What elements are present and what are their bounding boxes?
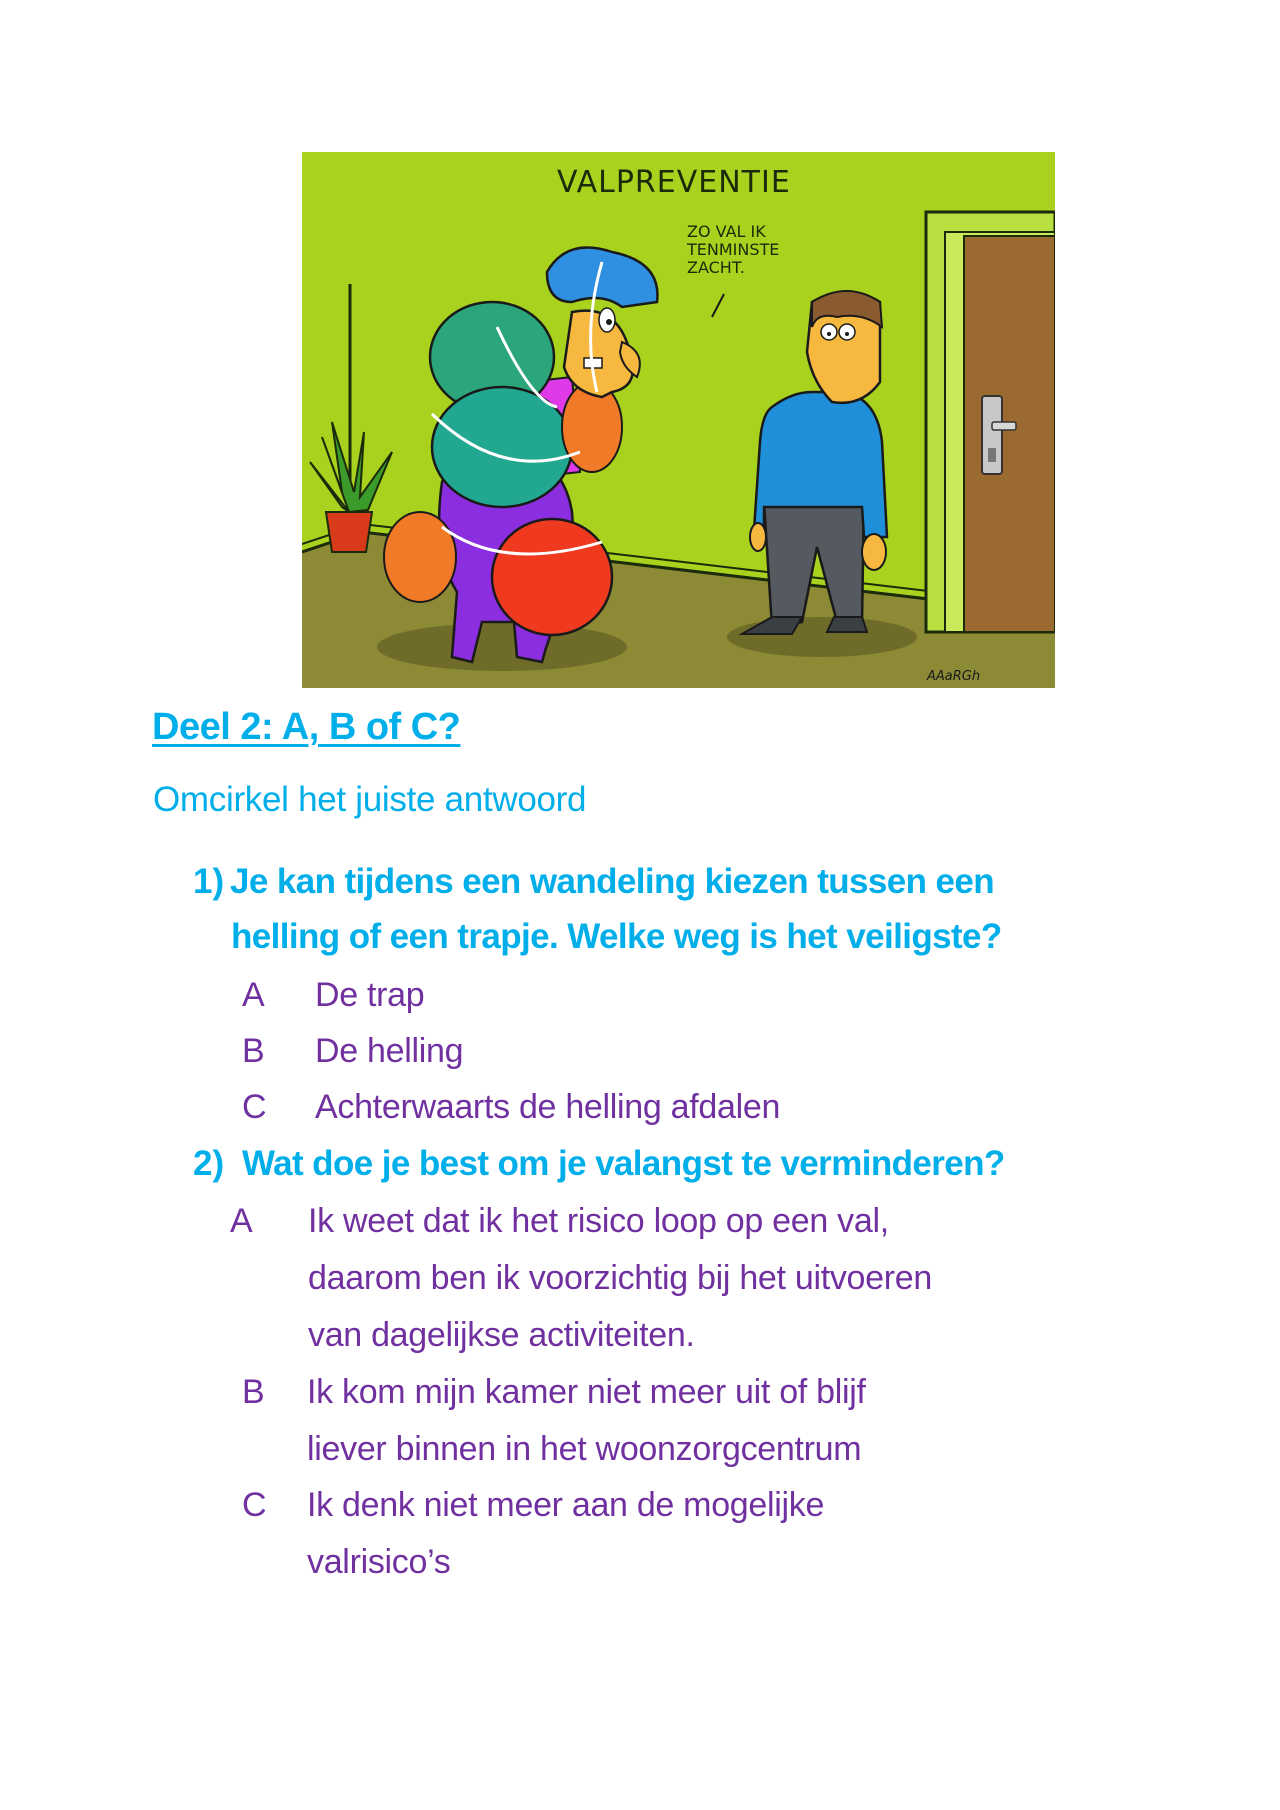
option-letter: C <box>242 1486 267 1524</box>
section-heading: Deel 2: A, B of C? <box>152 706 461 748</box>
instruction-text: Omcirkel het juiste antwoord <box>153 780 587 819</box>
option-text: Achterwaarts de helling afdalen <box>315 1088 781 1126</box>
option-text: van dagelijkse activiteiten. <box>308 1316 695 1354</box>
option-letter: B <box>242 1373 265 1411</box>
option-text: Ik denk niet meer aan de mogelijke <box>307 1486 825 1524</box>
option-letter: A <box>230 1202 253 1240</box>
option-letter: A <box>242 976 265 1014</box>
option-text: De helling <box>315 1032 464 1070</box>
speech-line-3: ZACHT. <box>687 258 745 277</box>
question-number: 2) <box>193 1144 225 1183</box>
option-letter: B <box>242 1032 265 1070</box>
option-text: Ik weet dat ik het risico loop op een val, <box>308 1202 889 1240</box>
question-number: 1) <box>193 862 225 901</box>
option-text: valrisico’s <box>307 1543 451 1581</box>
cartoon-drawing <box>302 152 1055 688</box>
question-text-line: Je kan tijdens een wandeling kiezen tussen een <box>230 862 995 901</box>
option-text: daarom ben ik voorzichtig bij het uitvoeren <box>308 1259 933 1297</box>
artist-signature: AAaRGh <box>927 669 981 684</box>
cartoon-illustration <box>302 152 1055 688</box>
option-text: De trap <box>315 976 425 1014</box>
question-text-line: Wat doe je best om je valangst te verminderen? <box>242 1144 1005 1183</box>
speech-line-1: ZO VAL IK <box>687 222 766 241</box>
option-letter: C <box>242 1088 267 1126</box>
speech-line-2: TENMINSTE <box>687 240 780 259</box>
option-text: Ik kom mijn kamer niet meer uit of blijf <box>307 1373 866 1411</box>
option-text: liever binnen in het woonzorgcentrum <box>307 1430 862 1468</box>
question-text-line: helling of een trapje. Welke weg is het veiligste? <box>231 917 1002 956</box>
cartoon-title: VALPREVENTIE <box>557 165 791 200</box>
